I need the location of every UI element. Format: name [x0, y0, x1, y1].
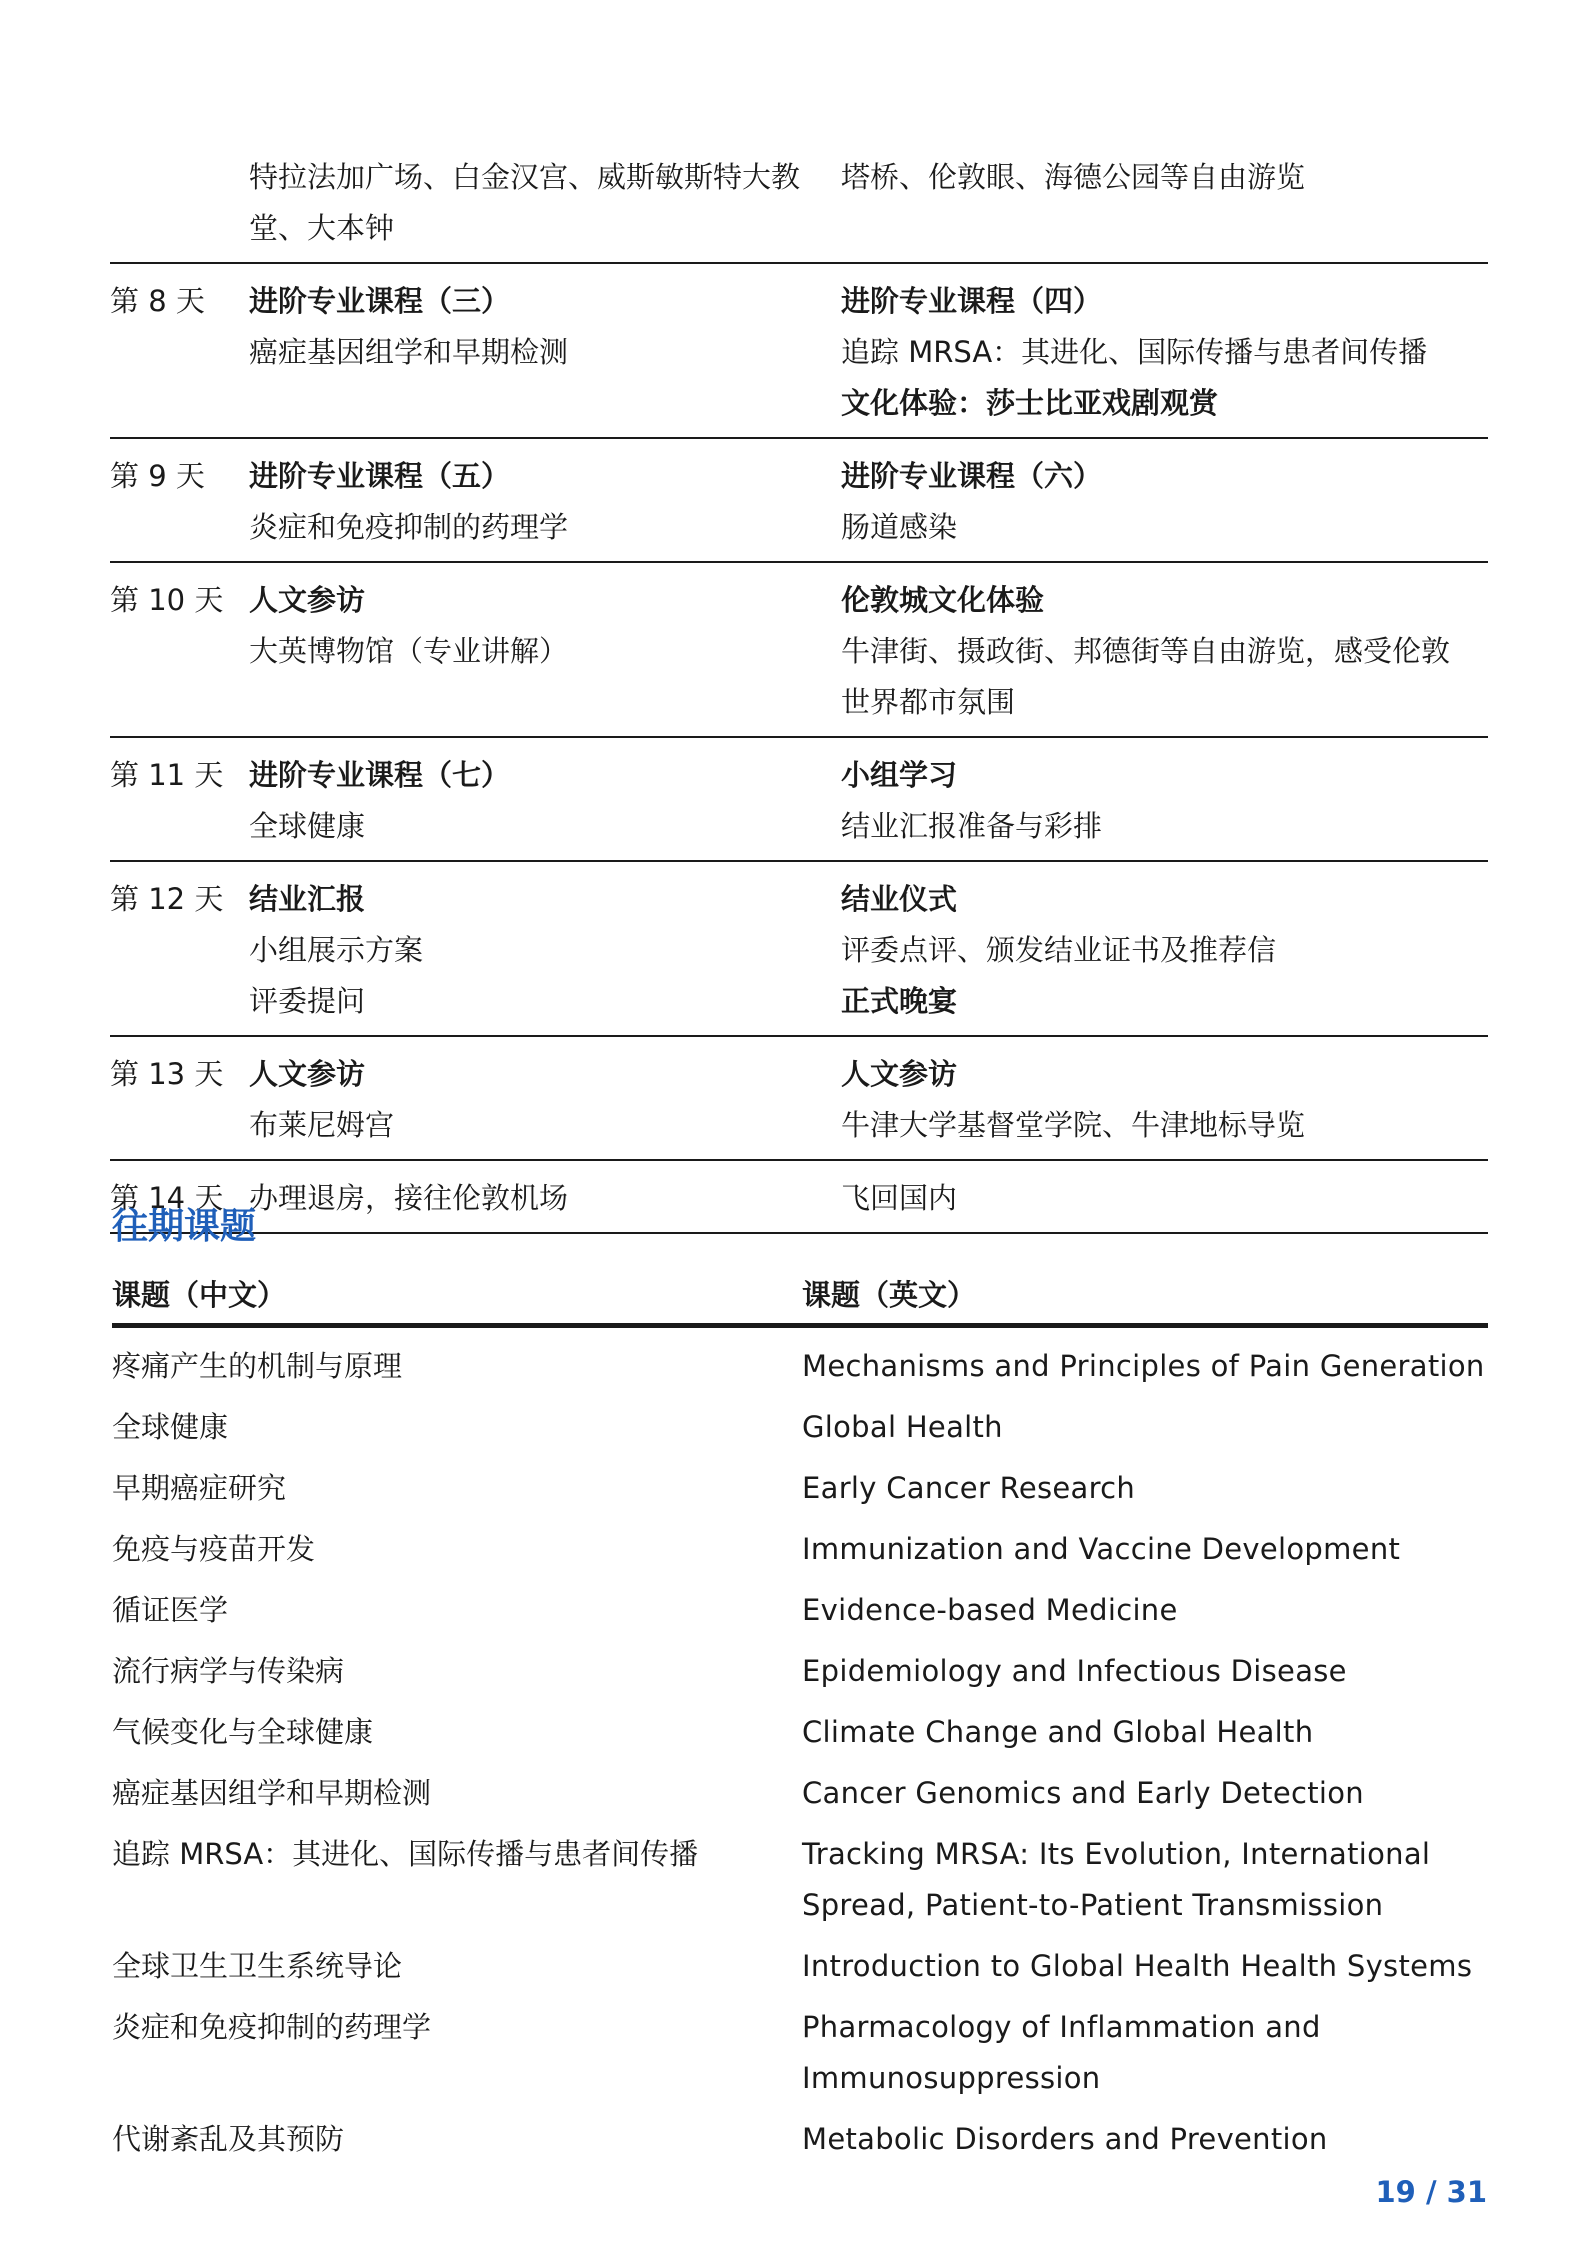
schedule-row: [110, 264, 1488, 439]
topics-header-row: [112, 1275, 1488, 1328]
topic-cn: 气候变化与全球健康: [112, 1715, 374, 1749]
schedule-afternoon-line: 结业仪式: [841, 882, 958, 916]
page-number: 19 / 31: [1375, 2175, 1487, 2209]
topic-en: [802, 1646, 1488, 1697]
schedule-row: [110, 862, 1488, 1037]
schedule-morning-line: 办理退房，接往伦敦机场: [249, 1181, 569, 1215]
schedule-morning-line: 评委提问: [249, 984, 366, 1018]
schedule-morning: [249, 451, 841, 553]
schedule-morning: [249, 750, 841, 852]
schedule-day: 第 13 天: [110, 1057, 224, 1091]
schedule-afternoon: [841, 1173, 1488, 1224]
topic-en-line: Metabolic Disorders and Prevention: [802, 2122, 1328, 2156]
topic-en-line: Early Cancer Research: [802, 1471, 1136, 1505]
schedule-day: 第 12 天: [110, 882, 224, 916]
schedule-afternoon: [841, 1049, 1488, 1151]
topic-en-line: Spread, Patient-to-Patient Transmission: [802, 1888, 1384, 1922]
topic-en: [802, 1463, 1488, 1514]
schedule-afternoon: [841, 750, 1488, 852]
schedule-morning-line: 堂、大本钟: [249, 211, 395, 245]
schedule-morning-line: 小组展示方案: [249, 933, 424, 967]
schedule-afternoon-line: 肠道感染: [841, 510, 958, 544]
topic-row: [112, 1338, 1488, 1399]
schedule-afternoon-line: 飞回国内: [841, 1181, 958, 1215]
schedule-row: [110, 738, 1488, 862]
schedule-day: 第 11 天: [110, 758, 224, 792]
schedule-afternoon-line: 世界都市氛围: [841, 685, 1016, 719]
topic-en-line: Climate Change and Global Health: [802, 1715, 1314, 1749]
topic-cn: 全球健康: [112, 1410, 229, 1444]
topic-en-line: Immunosuppression: [802, 2061, 1101, 2095]
schedule-afternoon: [841, 575, 1488, 728]
topic-en: [802, 1941, 1488, 1992]
topic-row: [112, 1582, 1488, 1643]
topic-en: [802, 2114, 1488, 2165]
topic-row: [112, 1826, 1488, 1938]
topic-row: [112, 1643, 1488, 1704]
schedule-row: [110, 439, 1488, 563]
topic-en-line: Tracking MRSA: Its Evolution, International: [802, 1837, 1431, 1871]
schedule-afternoon-line: 塔桥、伦敦眼、海德公园等自由游览: [841, 160, 1306, 194]
schedule-morning-line: 特拉法加广场、白金汉宫、威斯敏斯特大教: [249, 160, 801, 194]
schedule-morning-line: 炎症和免疫抑制的药理学: [249, 510, 569, 544]
schedule-afternoon-line: 追踪 MRSA：其进化、国际传播与患者间传播: [841, 335, 1428, 369]
topic-en: [802, 1829, 1488, 1931]
past-topics-table: [112, 1275, 1488, 2172]
topic-cn: 免疫与疫苗开发: [112, 1532, 316, 1566]
schedule-afternoon-line: 文化体验：莎士比亚戏剧观赏: [841, 386, 1219, 420]
past-topics-title: 往期课题: [112, 1206, 257, 1247]
schedule-row: [110, 1037, 1488, 1161]
schedule-afternoon: [841, 874, 1488, 1027]
topic-en-line: Cancer Genomics and Early Detection: [802, 1776, 1364, 1810]
topic-cn: 癌症基因组学和早期检测: [112, 1776, 432, 1810]
schedule-morning-line: 布莱尼姆宫: [249, 1108, 395, 1142]
topic-en: [802, 1402, 1488, 1453]
topic-cn: 全球卫生卫生系统导论: [112, 1949, 403, 1983]
schedule-morning-line: 全球健康: [249, 809, 366, 843]
topic-cn: 流行病学与传染病: [112, 1654, 345, 1688]
schedule-morning: [249, 1049, 841, 1151]
schedule-morning: [249, 874, 841, 1027]
schedule-morning-line: 人文参访: [249, 1057, 366, 1091]
schedule-morning-line: 进阶专业课程（七）: [249, 758, 511, 792]
topic-cn: 循证医学: [112, 1593, 229, 1627]
topic-en-line: Evidence-based Medicine: [802, 1593, 1178, 1627]
schedule-day: 第 10 天: [110, 583, 224, 617]
topic-row: [112, 1704, 1488, 1765]
schedule-morning-line: 进阶专业课程（五）: [249, 459, 511, 493]
topic-en: [802, 2002, 1488, 2104]
topic-row: [112, 2111, 1488, 2172]
topic-en: [802, 1768, 1488, 1819]
schedule-afternoon: [841, 451, 1488, 553]
schedule-morning-line: 大英博物馆（专业讲解）: [249, 634, 569, 668]
schedule-morning-line: 癌症基因组学和早期检测: [249, 335, 569, 369]
topic-en-line: Introduction to Global Health Health Systems: [802, 1949, 1473, 1983]
topic-row: [112, 1938, 1488, 1999]
topic-cn: 追踪 MRSA：其进化、国际传播与患者间传播: [112, 1837, 699, 1871]
topics-header-en: 课题（英文）: [802, 1278, 977, 1312]
schedule-row: [110, 563, 1488, 738]
topics-header-cn: 课题（中文）: [112, 1278, 287, 1312]
topic-en: [802, 1341, 1488, 1392]
topic-row: [112, 1999, 1488, 2111]
topic-en-line: Epidemiology and Infectious Disease: [802, 1654, 1347, 1688]
schedule-day: [110, 152, 249, 254]
schedule-morning-line: 人文参访: [249, 583, 366, 617]
schedule-afternoon-line: 正式晚宴: [841, 984, 958, 1018]
topic-en: [802, 1585, 1488, 1636]
schedule-afternoon: [841, 152, 1488, 254]
topic-en-line: Immunization and Vaccine Development: [802, 1532, 1401, 1566]
topic-en: [802, 1524, 1488, 1575]
topic-cn: 炎症和免疫抑制的药理学: [112, 2010, 432, 2044]
topic-cn: 代谢紊乱及其预防: [112, 2122, 345, 2156]
schedule-morning: [249, 152, 841, 254]
topics-body: [112, 1328, 1488, 2172]
schedule-table: [110, 152, 1488, 1234]
schedule-day: 第 8 天: [110, 284, 205, 318]
topic-row: [112, 1399, 1488, 1460]
schedule-afternoon-line: 伦敦城文化体验: [841, 583, 1045, 617]
topic-en: [802, 1707, 1488, 1758]
topic-row: [112, 1521, 1488, 1582]
schedule-afternoon-line: 结业汇报准备与彩排: [841, 809, 1103, 843]
schedule-afternoon-line: 小组学习: [841, 758, 958, 792]
schedule-morning: [249, 575, 841, 728]
schedule-morning: [249, 276, 841, 429]
schedule-day: 第 14 天: [110, 1181, 224, 1215]
topic-en-line: Mechanisms and Principles of Pain Generation: [802, 1349, 1485, 1383]
topic-cn: 早期癌症研究: [112, 1471, 287, 1505]
schedule-afternoon-line: 人文参访: [841, 1057, 958, 1091]
schedule-afternoon: [841, 276, 1488, 429]
topic-en-line: Pharmacology of Inflammation and: [802, 2010, 1321, 2044]
topic-row: [112, 1460, 1488, 1521]
schedule-morning: [249, 1173, 841, 1224]
schedule-morning-line: 进阶专业课程（三）: [249, 284, 511, 318]
schedule-afternoon-line: 评委点评、颁发结业证书及推荐信: [841, 933, 1277, 967]
schedule-row: [110, 1161, 1488, 1234]
schedule-afternoon-line: 进阶专业课程（四）: [841, 284, 1103, 318]
topic-cn: 疼痛产生的机制与原理: [112, 1349, 403, 1383]
schedule-afternoon-line: 进阶专业课程（六）: [841, 459, 1103, 493]
schedule-row: [110, 152, 1488, 264]
schedule-afternoon-line: 牛津街、摄政街、邦德街等自由游览，感受伦敦: [841, 634, 1451, 668]
schedule-morning-line: 结业汇报: [249, 882, 366, 916]
schedule-afternoon-line: 牛津大学基督堂学院、牛津地标导览: [841, 1108, 1306, 1142]
topic-row: [112, 1765, 1488, 1826]
schedule-day: 第 9 天: [110, 459, 205, 493]
topic-en-line: Global Health: [802, 1410, 1003, 1444]
